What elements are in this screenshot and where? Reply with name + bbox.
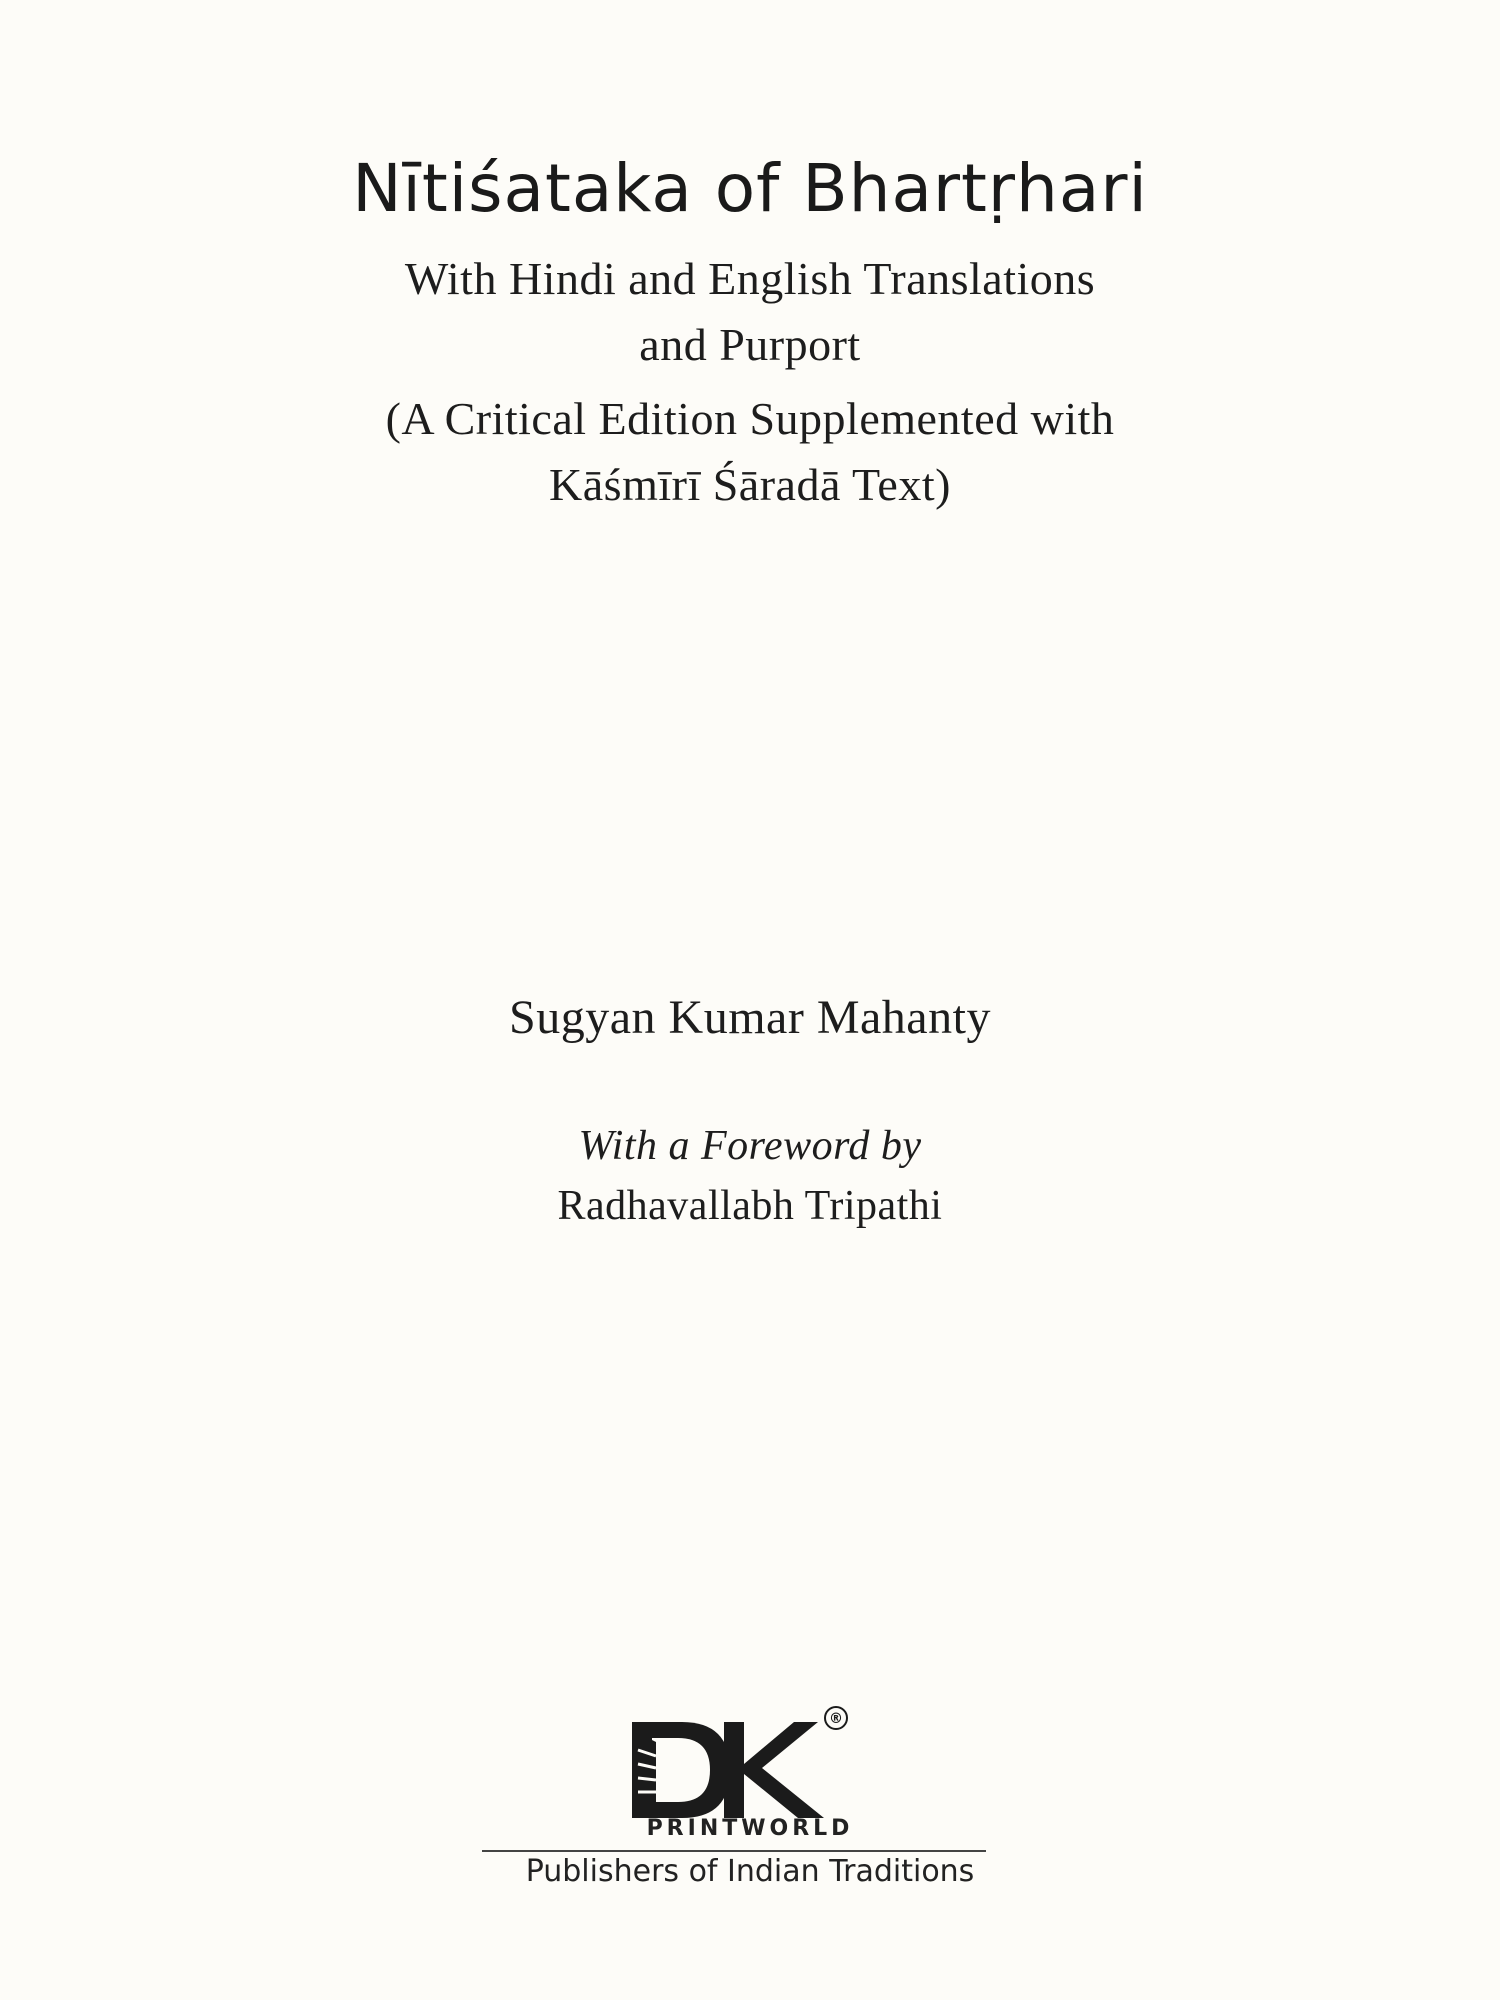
foreword-label: With a Foreword by [578, 1123, 922, 1169]
publisher-tagline: Publishers of Indian Traditions [525, 1854, 975, 1889]
subtitle-line-4: Kāśmīrī Śāradā Text) [549, 459, 951, 510]
dk-logo-icon [632, 1707, 847, 1818]
subtitle-line-1: With Hindi and English Translations [404, 253, 1096, 304]
author-name: Sugyan Kumar Mahanty [509, 991, 991, 1044]
foreword-author: Radhavallabh Tripathi [557, 1183, 943, 1229]
publisher-divider [482, 1850, 986, 1852]
subtitle-line-2: and Purport [639, 319, 861, 370]
book-title: Nītiśataka of Bhartṛhari [352, 150, 1148, 227]
publisher-imprint: PRINTWORLD [646, 1816, 854, 1841]
subtitle-line-3: (A Critical Edition Supplemented with [385, 393, 1115, 444]
registered-mark: ® [829, 1711, 843, 1727]
